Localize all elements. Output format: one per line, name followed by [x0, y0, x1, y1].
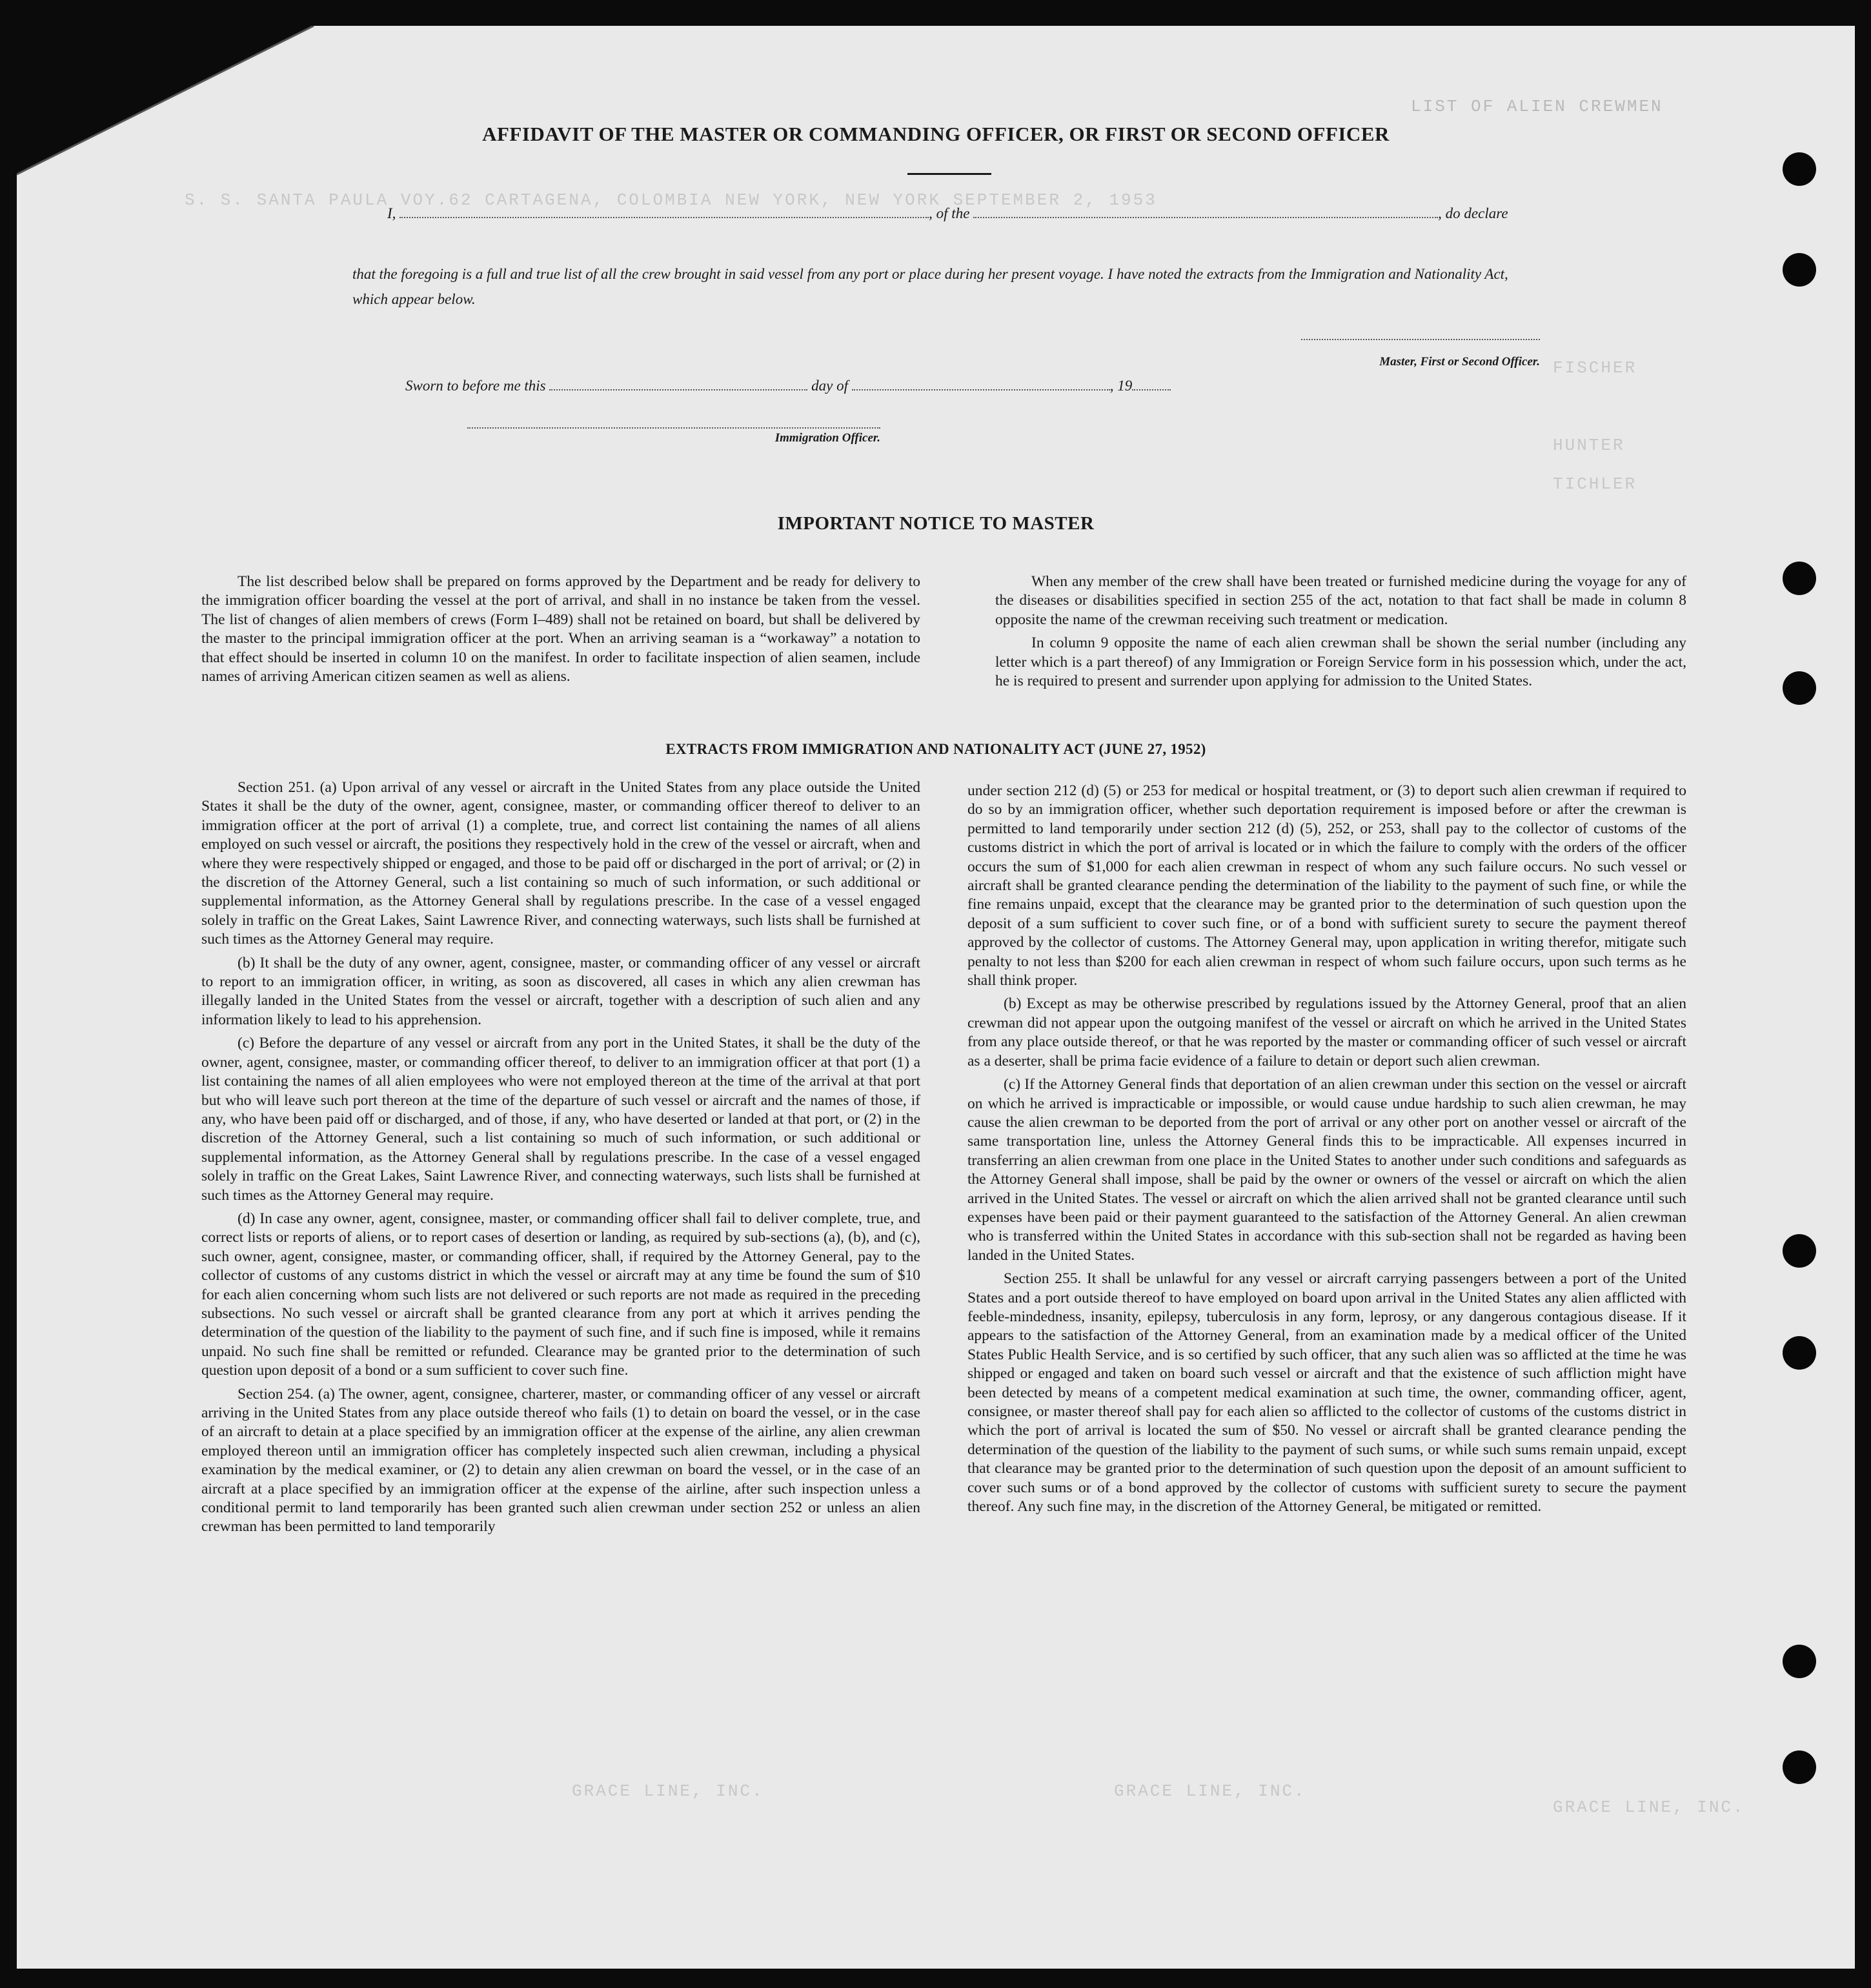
fold-edge	[17, 26, 320, 181]
section-254a: Section 254. (a) The owner, agent, consignee, charterer, master, or commanding officer of any vessel or aircraft arriving in the United States from any place outside thereof who fails (1) to detain on board the vessel, or in the case of an aircraft to detain at a place specified by an immigration officer at the expense of the airline, any alien crewman employed thereon until an immigration officer has completely inspected such alien crewman, including a physical examination by the medical examiner, or (2) to detain any alien crewman on board the vessel, or in the case of an aircraft at a place specified by an immigration officer at the expense of the airline, after such inspection unless a conditional permit to land temporarily has been granted such alien crewman under section 252 or unless an alien crewman has been permitted to land temporarily	[201, 1385, 920, 1536]
section-254b: (b) Except as may be otherwise prescribed by regulations issued by the Attorney General, proof that an alien crewman did not appear upon the outgoing manifest of the vessel or aircraft on which he arrived in the United States from any place outside thereof, or that he was reported by the master or commanding officer of such vessel or aircraft as a deserter, shall be prima facie evidence of a failure to detain or deport such alien crewman.	[967, 995, 1686, 1070]
sworn-year-blank[interactable]	[1132, 389, 1171, 391]
bleed-through-text: GRACE LINE, INC.	[1114, 1781, 1306, 1801]
bleed-through-text: TICHLER	[1553, 474, 1637, 494]
sworn-prefix: Sworn to before me this	[405, 378, 546, 394]
binder-hole	[1783, 671, 1816, 705]
declaration-of-the: , of the	[929, 205, 970, 221]
notice-paragraph: In column 9 opposite the name of each alien crewman shall be shown the serial number (including any letter which is a part thereof) of any Immigration or Foreign Service form in his possession which, under the act, he is required to present and surrender upon applying for admission to the United States.	[995, 634, 1686, 690]
title-rule	[907, 173, 991, 175]
binder-hole	[1783, 1336, 1816, 1370]
bleed-through-text: LIST OF ALIEN CREWMEN	[1411, 97, 1663, 116]
bleed-through-text: FISCHER	[1553, 358, 1637, 378]
declaration-text: that the foregoing is a full and true list of all the crew brought in said vessel from any port or place during her present voyage. I have noted the extracts from the Immigration and Nationality Act, which appear below.	[352, 266, 1508, 307]
binder-hole	[1783, 1750, 1816, 1784]
section-255: Section 255. It shall be unlawful for any vessel or aircraft carrying passengers between a port of the United States and a port outside thereof to have employed on board upon arrival in the United States any alien afflicted with feeble-mindedness, insanity, epilepsy, tuberculosis in any form, leprosy, or any dangerous contagious disease. If it appears to the satisfaction of the Attorney General, from an examination made by a medical officer of the United States Public Health Service, and is so certified by such officer, that any such alien was so afflicted at the time he was shipped or engaged and taken on board such vessel or aircraft and that the existence of such affliction might have been detected by means of a competent medical examination at such time, the owner, commanding officer, agent, consignee, or master thereof shall pay for each alien so afflicted to the collector of customs of the customs district in which the port of arrival is located the sum of $50. No vessel or aircraft shall be granted clearance pending the determination of the question of the liability to the payment of such sums, or while such sums remain unpaid, except that clearance may be granted prior to the determination of such question upon the deposit of an amount sufficient to cover such sums or of a bond approved by the collector of customs with sufficient surety to secure the payment thereof. Any such fine may, in the discretion of the Attorney General, be mitigated or remitted.	[967, 1270, 1686, 1516]
immigration-officer-label: Immigration Officer.	[774, 431, 880, 445]
notice-paragraph: When any member of the crew shall have been treated or furnished medicine during the voyage for any of the diseases or disabilities specified in section 255 of the act, notation to that fact shall be made in column 8 opposite the name of the crewman receiving such treatment or medication.	[995, 573, 1686, 628]
bleed-through-text: HUNTER	[1553, 436, 1625, 455]
bleed-through-text: S. S. SANTA PAULA VOY.62 CARTAGENA, COLOMBIA NEW YORK, NEW YORK SEPTEMBER 2, 1953	[185, 190, 1157, 210]
extracts-right-column	[967, 782, 1686, 1521]
section-251d: (d) In case any owner, agent, consignee, master, or commanding officer shall fail to deliver complete, true, and correct lists or reports of aliens, or to report cases of desertion or landing, as required by sub-sections (a), (b), and (c), such owner, agent, consignee, master, or commanding officer, shall, if required by the Attorney General, pay to the collector of customs of any customs district in which the vessel or aircraft may at any time be found the sum of $10 for each alien concerning whom such lists are not delivered or such reports are not made as required in the preceding subsections. No such vessel or aircraft shall be granted clearance from any port at which it arrives pending the determination of the question of the liability to the payment of such fine, and if such fine is imposed, while it remains unpaid. No such fine shall be remitted or refunded. Clearance may be granted prior to the determination of such question upon deposit of a bond or a sum sufficient to cover such fine.	[201, 1210, 920, 1379]
extracts-title: EXTRACTS FROM IMMIGRATION AND NATIONALITY ACT (JUNE 27, 1952)	[665, 741, 1206, 757]
bleed-through-text: GRACE LINE, INC.	[1553, 1798, 1745, 1817]
bleed-through-text: GRACE LINE, INC.	[572, 1781, 764, 1801]
binder-hole	[1783, 1234, 1816, 1268]
binder-hole	[1783, 1645, 1816, 1678]
section-254c: (c) If the Attorney General finds that deportation of an alien crewman under this section on the vessel or aircraft on which he arrived is impracticable or impossible, or would cause undue hardship to such alien crewman, he may cause the alien crewman to be deported from the port of arrival or any other port on another vessel or aircraft of the same transportation line, unless the Attorney General finds this to be impracticable. All expenses incurred in transferring an alien crewman from one place in the United States to another under such conditions and safeguards as the Attorney General shall impose, shall be paid by the owner or owners of the vessel or aircraft on which the alien arrived in the United States. The vessel or aircraft on which the alien arrived shall not be granted clearance until such expenses have been paid or their payment guaranteed to the satisfaction of the Attorney General. An alien crewman who is transferred within the United States in accordance with this sub-section shall not be regarded as having been landed in the United States.	[967, 1076, 1686, 1264]
declaration-line	[387, 205, 1536, 222]
sworn-day-of: day of	[811, 378, 848, 394]
sworn-year: , 19	[1109, 378, 1133, 394]
affidavit-title: AFFIDAVIT OF THE MASTER OR COMMANDING OFFICER, OR FIRST OR SECOND OFFICER	[482, 123, 1390, 145]
sworn-line	[405, 378, 1171, 394]
immigration-officer-line[interactable]	[467, 427, 880, 429]
section-254a-continued: under section 212 (d) (5) or 253 for medical or hospital treatment, or (3) to deport such alien crewman if required to do so by an immigration officer, whether such deportation requirement is imposed before or after the crewman is permitted to land temporarily under section 212 (d) (5), 252, or 253, shall pay to the collector of customs of the customs district in which the port of arrival is located or in which the failure to comply with the orders of the officer occurs the sum of $1,000 for each alien crewman in respect of whom any such failure occurs. No such vessel or aircraft shall be granted clearance pending the determination of the liability to the payment of such fine, or while the fine remains unpaid, except that the clearance may be granted prior to the determination of such question upon the deposit of a sum sufficient to cover such fine, or of a bond with sufficient surety to secure the payment thereof approved by the collector of customs. The Attorney General may, upon application in writing therefor, mitigate such penalty to not less than $200 for each alien crewman in respect of whom such failure occurs, upon such terms as he shall think proper.	[967, 782, 1686, 989]
signature-line[interactable]	[1301, 339, 1540, 340]
binder-hole	[1783, 562, 1816, 595]
section-251c: (c) Before the departure of any vessel or aircraft from any port in the United States, it shall be the duty of the owner, agent, consignee, master, or commanding officer thereof, to deliver to an immigration officer at that port (1) a list containing the names of all alien employees who were not employed thereon at the time of the arrival at that port but who will leave such port thereon at the time of the departure of such vessel or aircraft and the names of those, if any, who have been paid off or discharged, and of those, if any, who have deserted or landed at that port, or (2) in the discretion of the Attorney General, such a list containing so much of such information, or such additional or supplemental information, as the Attorney General shall by regulations prescribe. In the case of a vessel engaged solely in traffic on the Great Lakes, Saint Lawrence River, and connecting waterways, such lists shall be furnished at such times as the Attorney General may require.	[201, 1035, 920, 1204]
document-page	[17, 26, 1855, 1969]
binder-hole	[1783, 253, 1816, 287]
notice-left-column	[201, 573, 920, 691]
extracts-left-column	[201, 778, 920, 1541]
notice-title: IMPORTANT NOTICE TO MASTER	[777, 513, 1095, 534]
name-blank[interactable]	[399, 217, 929, 218]
section-251a: Section 251. (a) Upon arrival of any vessel or aircraft in the United States from any place outside the United States it shall be the duty of the owner, agent, consignee, master, or commanding officer thereof to deliver to an immigration officer at the port of arrival (1) a complete, true, and correct list containing the names of all aliens employed on such vessel or aircraft, the positions they respectively hold in the crew of the vessel or aircraft, when and where they were respectively shipped or engaged, and those to be paid off or discharged in the port of arrival; or (2) in the discretion of the Attorney General, such a list containing so much of such information, or such additional or supplemental information, as the Attorney General shall by regulations prescribe. In the case of a vessel engaged solely in traffic on the Great Lakes, Saint Lawrence River, and connecting waterways, such lists shall be furnished at such times as the Attorney General may require.	[201, 779, 920, 948]
declaration-suffix: , do declare	[1438, 205, 1508, 221]
notice-right-column	[995, 573, 1686, 695]
signature-label: Master, First or Second Officer.	[1379, 355, 1540, 369]
vessel-blank[interactable]	[973, 217, 1438, 218]
declaration-prefix: I,	[387, 205, 396, 221]
section-251b: (b) It shall be the duty of any owner, agent, consignee, master, or commanding officer of any vessel or aircraft to report to an immigration officer, in writing, as soon as discovered, all cases in which any alien crewman has illegally landed in the United States from the vessel or aircraft, together with a description of such alien and any information likely to lead to his apprehension.	[201, 954, 920, 1028]
notice-paragraph: The list described below shall be prepared on forms approved by the Department and be ready for delivery to the immigration officer boarding the vessel at the port of arrival, and shall in no instance be taken from the vessel. The list of changes of alien members of crews (Form I–489) shall not be retained on board, but shall be delivered by the master to the principal immigration officer at the port. When an arriving seaman is a “workaway” a notation to that effect should be inserted in column 10 on the manifest. In order to facilitate inspection of alien seamen, include names of arriving American citizen seamen as well as aliens.	[201, 573, 920, 685]
sworn-day-blank[interactable]	[549, 389, 807, 391]
sworn-month-blank[interactable]	[852, 389, 1110, 391]
binder-hole	[1783, 152, 1816, 186]
